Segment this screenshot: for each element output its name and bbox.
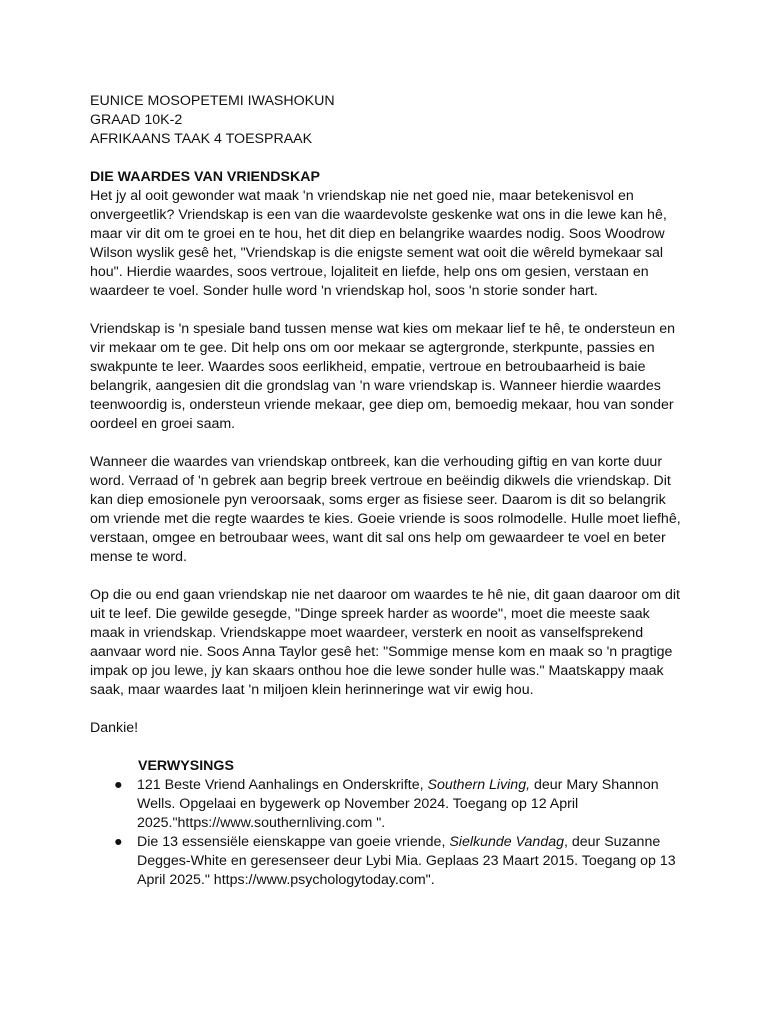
paragraph-intro: Het jy al ooit gewonder wat maak 'n vriendskap nie net goed nie, maar betekenisvol en onvergeetlik? Vriendskap is een van die waardevolste geskenke wat ons in die lewe kan hê, maar vir dit om te groei en te hou, het dit diep en belangrike waardes nodig. Soos Woodrow Wilson wyslik gesê het, "Vriendskap is die enigste sement wat ooit die wêreld bymekaar sal hou". Hierdie waardes, soos vertroue, lojaliteit en liefde, help ons om gesien, verstaan en waardeer te voel. Sonder hulle word 'n vriendskap hol, soos 'n storie sonder hart.	[90, 188, 667, 299]
bullet-icon: ●	[114, 777, 123, 793]
references-list	[90, 776, 688, 890]
paragraph-missing-values: Wanneer die waardes van vriendskap ontbreek, kan die verhouding giftig en van korte duur word. Verraad of 'n gebrek aan begrip breek vertroue en beëindig dikwels die vriendskap. Dit kan diep emosionele pyn veroorsaak, soms erger as fisiese seer. Daarom is dit so belangrik om vriende met die regte waardes te kies. Goeie vriende is soos rolmodelle. Hulle moet liefhê, verstaan, omgee en betroubaar wees, want dit sal ons help om gewaardeer te voel en beter mense te word.	[90, 454, 681, 565]
reference-text: Die 13 essensiële eienskappe van goeie vriende,	[137, 834, 450, 850]
author-name: EUNICE MOSOPETEMI IWASHOKUN	[90, 93, 335, 109]
reference-source: Southern Living,	[427, 777, 531, 793]
reference-text: deur Mary Shannon Wells. Opgelaai en bygewerk op November 2024. Toegang op 12 April 2025."https://www.southernliving.com ".	[137, 777, 659, 831]
document-header	[90, 92, 688, 149]
reference-item	[90, 833, 688, 890]
reference-text: , deur Suzanne Degges-White en geresenseer deur Lybi Mia. Geplaas 23 Maart 2015. Toegang op 13 April 2025." https://www.psychologytoday.com".	[137, 834, 676, 888]
paragraph-definition: Vriendskap is 'n spesiale band tussen mense wat kies om mekaar lief te hê, te ondersteun en vir mekaar om te gee. Dit help ons om oor mekaar se agtergronde, sterkpunte, passies en swakpunte te leer. Waardes soos eerlikheid, empatie, vertroue en betroubaarheid is baie belangrik, aangesien dit die grondslag van 'n ware vriendskap is. Wanneer hierdie waardes teenwoordig is, ondersteun vriende mekaar, gee diep om, bemoedig mekaar, hou van sonder oordeel en groei saam.	[90, 321, 675, 432]
thanks-line: Dankie!	[90, 720, 139, 736]
reference-text: 121 Beste Vriend Aanhalings en Onderskrifte,	[137, 777, 428, 793]
reference-source: Sielkunde Vandag	[449, 834, 564, 850]
speech-title: DIE WAARDES VAN VRIENDSKAP	[90, 169, 320, 185]
grade-line: GRAAD 10K-2	[90, 112, 183, 128]
paragraph-conclusion: Op die ou end gaan vriendskap nie net daaroor om waardes te hê nie, dit gaan daaroor om dit uit te leef. Die gewilde gesegde, "Dinge spreek harder as woorde", moet die meeste saak maak in vriendskap. Vriendskappe moet waardeer, versterk en nooit as vanselfsprekend aanvaar word nie. Soos Anna Taylor gesê het: "Sommige mense kom en maak so 'n pragtige impak op jou lewe, jy kan skaars onthou hoe die lewe sonder hulle was." Maatskappy maak saak, maar waardes laat 'n miljoen klein herinneringe wat vir ewig hou.	[90, 587, 680, 698]
task-line: AFRIKAANS TAAK 4 TOESPRAAK	[90, 131, 313, 147]
references-heading: VERWYSINGS	[138, 758, 234, 774]
reference-item	[90, 776, 688, 833]
bullet-icon: ●	[114, 834, 123, 850]
